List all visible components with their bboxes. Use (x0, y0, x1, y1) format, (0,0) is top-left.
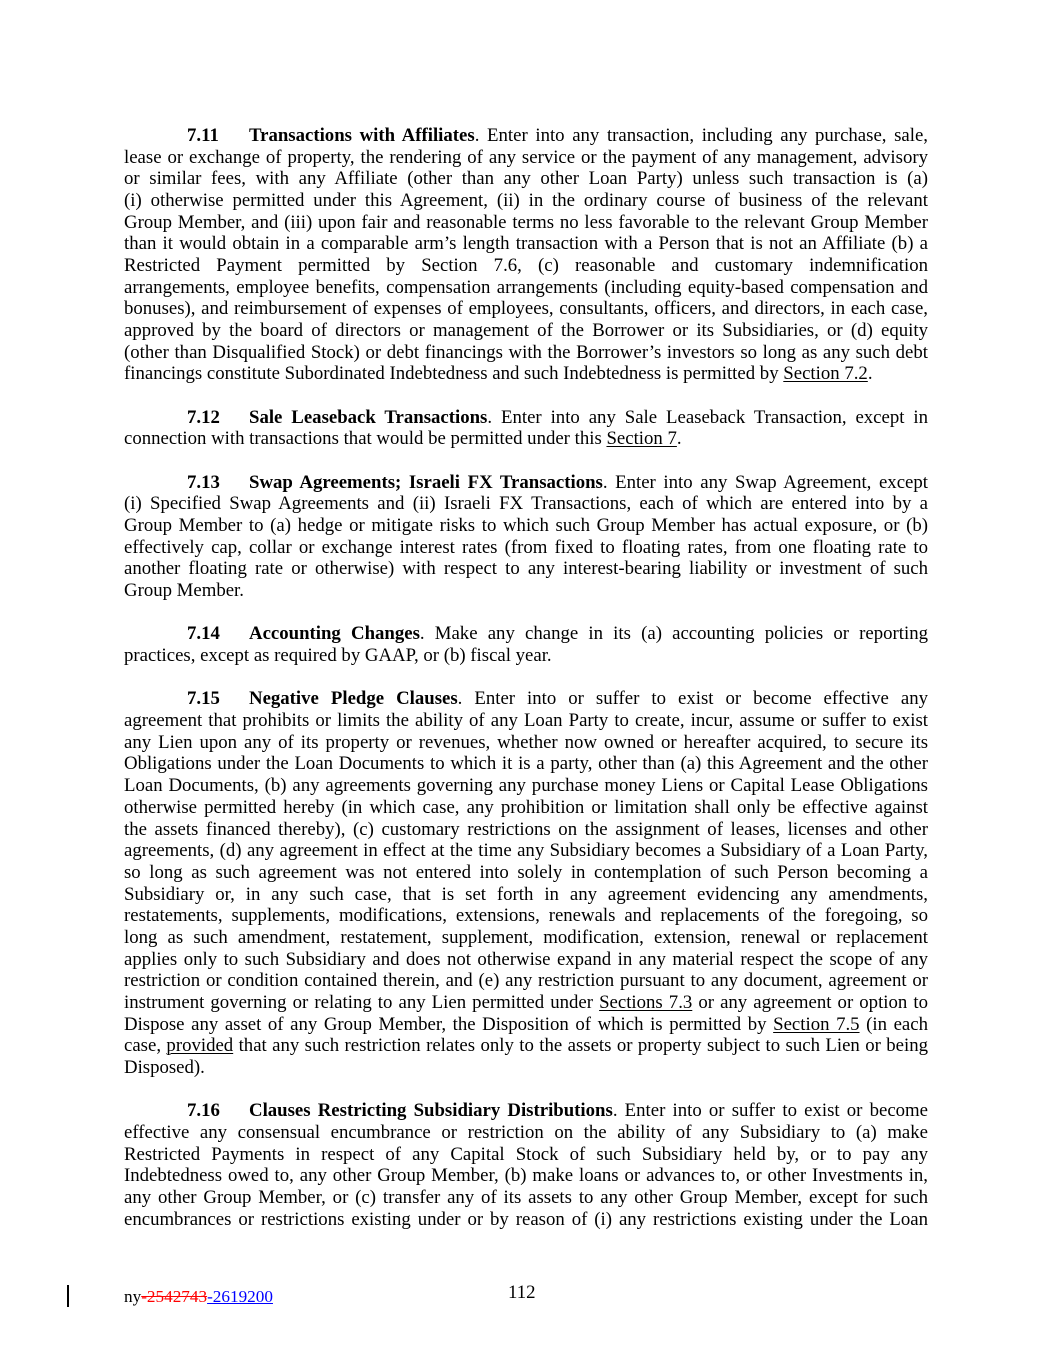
text-run: than it would obtain in a comparable arm’s length transaction with a Person that is not an Affiliate (b) a (124, 233, 928, 255)
text-line (124, 1165, 928, 1187)
section-7-16 (124, 1100, 928, 1230)
text-line (124, 320, 928, 342)
text-run: Loan Documents, (b) any agreements governing any purchase money Liens or Capital Lease Obligations (124, 775, 928, 797)
text-run: Disposed). (124, 1056, 205, 1078)
text-run: practices, except as required by GAAP, or (b) fiscal year. (124, 645, 552, 667)
text-run: . Enter into any Swap Agreement, except (602, 471, 928, 493)
section-number: 7.16 (187, 1100, 220, 1122)
text-line (124, 428, 928, 450)
text-line (124, 753, 928, 775)
text-line (124, 1122, 928, 1144)
text-line (124, 710, 928, 732)
text-run: bonuses), and reimbursement of expenses of employees, consultants, officers, and directors, in each case, (124, 298, 928, 320)
section-heading: Transactions with Affiliates (249, 125, 475, 146)
change-bar (67, 1285, 69, 1307)
document-id (124, 1286, 273, 1308)
text-run: otherwise permitted hereby (in which case, any prohibition or limitation shall only be effective against (124, 796, 928, 818)
text-run: effectively cap, collar or exchange interest rates (from fixed to floating rates, from one floating rate to (124, 536, 928, 558)
underlined-text: Section 7.5 (773, 1013, 860, 1035)
text-line (124, 1035, 928, 1057)
text-run: . (676, 428, 682, 450)
text-run: or similar fees, with any Affiliate (other than any other Loan Party) unless such transaction is (a) (124, 168, 928, 190)
text-run: (in each (859, 1013, 928, 1035)
text-run: agreements, (d) any agreement in effect at the time any Subsidiary becomes a Subsidiary of a Loan Party, (124, 840, 928, 862)
section-number: 7.14 (187, 623, 220, 645)
text-line (124, 905, 928, 927)
text-run: instrument governing or relating to any Lien permitted under (124, 991, 600, 1013)
text-run: connection with transactions that would be permitted under this (124, 428, 607, 450)
text-run: . Enter into or suffer to exist or become effective any (457, 688, 928, 710)
document-id-prefix: ny (124, 1287, 142, 1306)
text-run: (i) otherwise permitted under this Agreement, (ii) in the ordinary course of business of the relevant (124, 190, 928, 212)
section-7-14 (124, 623, 928, 666)
text-line (124, 840, 928, 862)
text-line (124, 1100, 928, 1122)
text-line (124, 233, 928, 255)
text-run: . Enter into any Sale Leaseback Transaction, except in (487, 406, 928, 428)
text-line (124, 255, 928, 277)
text-run: applies only to such Subsidiary and does not otherwise expand in any material respect the scope of any (124, 948, 928, 970)
text-run: . (867, 363, 873, 385)
text-run: lease or exchange of property, the rendering of any service or the payment of any management, advisory (124, 146, 928, 168)
text-run: any other Group Member, or (c) transfer any of its assets to any other Group Member, except for such (124, 1186, 928, 1208)
section-7-15 (124, 688, 928, 1078)
section-number: 7.11 (187, 125, 219, 146)
text-line (124, 992, 928, 1014)
text-run: effective any consensual encumbrance or restriction on the ability of any Subsidiary to (a) make (124, 1121, 928, 1143)
underlined-text: Sections 7.3 (599, 991, 693, 1013)
text-run: arrangements, employee benefits, compensation arrangements (including equity-based compensation and (124, 276, 928, 298)
text-run: Group Member, and (iii) upon fair and reasonable terms no less favorable to the relevant Group Member (124, 211, 928, 233)
text-run: . Enter into or suffer to exist or become (612, 1100, 929, 1122)
text-line (124, 493, 928, 515)
text-run: . Enter into any transaction, including any purchase, sale, (474, 125, 929, 146)
text-run: agreement that prohibits or limits the ability of any Loan Party to create, incur, assume or suffer to exist (124, 710, 928, 732)
text-line (124, 862, 928, 884)
text-line (124, 537, 928, 559)
text-run: restatements, supplements, modifications, extensions, renewals and replacements of the foregoing, so (124, 905, 928, 927)
text-line (124, 884, 928, 906)
section-7-11 (124, 125, 928, 385)
text-run: the assets financed thereby), (c) customary restrictions on the assignment of leases, licenses and other (124, 818, 928, 840)
text-line (124, 190, 928, 212)
text-line (124, 688, 928, 710)
underlined-text: Section 7.2 (783, 363, 868, 385)
text-line (124, 949, 928, 971)
text-run: long as such amendment, restatement, supplement, modification, extension, renewal or replacement (124, 926, 928, 948)
text-line (124, 732, 928, 754)
text-run: Subsidiary or, in any such case, that is set forth in any agreement evidencing any amendments, (124, 883, 928, 905)
text-line (124, 558, 928, 580)
text-line (124, 168, 928, 190)
section-heading: Clauses Restricting Subsidiary Distributions (249, 1100, 613, 1122)
text-line (124, 342, 928, 364)
text-run: Restricted Payments in respect of any Capital Stock of such Subsidiary held by, or to pay any (124, 1143, 928, 1165)
text-run: Dispose any asset of any Group Member, the Disposition of which is permitted by (124, 1013, 774, 1035)
text-run: Obligations under the Loan Documents to which it is a party, other than (a) this Agreement and the other (124, 753, 928, 775)
underlined-text: Section 7 (606, 428, 677, 450)
text-line (124, 212, 928, 234)
section-number: 7.15 (187, 688, 220, 710)
text-line (124, 298, 928, 320)
text-line (124, 277, 928, 299)
section-number: 7.13 (187, 471, 220, 493)
text-run: financings constitute Subordinated Indebtedness and such Indebtedness is permitted by (124, 363, 784, 385)
text-run: that any such restriction relates only to the assets or property subject to such Lien or being (233, 1035, 928, 1057)
document-id-deleted: -2542743 (141, 1287, 208, 1306)
text-run: . Make any change in its (a) accounting policies or reporting (419, 623, 928, 645)
text-line (124, 797, 928, 819)
text-run: Group Member. (124, 580, 244, 602)
sections-body (124, 125, 928, 1252)
text-line (124, 1014, 928, 1036)
text-run: so long as such agreement was not entered into solely in contemplation of such Person becoming a (124, 861, 928, 883)
text-line (124, 819, 928, 841)
text-line (124, 970, 928, 992)
section-heading: Sale Leaseback Transactions (249, 406, 488, 428)
text-line (124, 1187, 928, 1209)
text-line (124, 147, 928, 169)
section-heading: Swap Agreements; Israeli FX Transactions (249, 471, 603, 493)
text-run: any Lien upon any of its property or revenues, whether now owned or hereafter acquired, to secure its (124, 731, 928, 753)
text-line (124, 775, 928, 797)
text-run: (i) Specified Swap Agreements and (ii) Israeli FX Transactions, each of which are entered into by a (124, 493, 928, 515)
text-run: another floating rate or otherwise) with respect to any interest-bearing liability or investment of such (124, 558, 928, 580)
text-run: encumbrances or restrictions existing under or by reason of (i) any restrictions existing under the Loan (124, 1208, 928, 1230)
text-line (124, 623, 928, 645)
text-line (124, 363, 928, 385)
text-line (124, 1057, 928, 1079)
text-run: Group Member to (a) hedge or mitigate risks to which such Group Member has actual exposure, or (b) (124, 515, 928, 537)
section-7-12 (124, 407, 928, 450)
text-line (124, 125, 928, 147)
text-line (124, 407, 928, 429)
text-line (124, 927, 928, 949)
text-line (124, 580, 928, 602)
text-run: case, (124, 1035, 167, 1057)
section-7-13 (124, 472, 928, 602)
text-run: restriction or condition contained therein, and (e) any restriction pursuant to any document, agreement or (124, 970, 928, 992)
section-heading: Negative Pledge Clauses (249, 688, 458, 710)
text-run: approved by the board of directors or management of the Borrower or its Subsidiaries, or (d) equity (124, 320, 928, 342)
text-line (124, 515, 928, 537)
text-line (124, 1144, 928, 1166)
text-run: Restricted Payment permitted by Section 7.6, (c) reasonable and customary indemnification (124, 255, 928, 277)
text-line (124, 472, 928, 494)
text-run: (other than Disqualified Stock) or debt financings with the Borrower’s investors so long as any such debt (124, 341, 928, 363)
underlined-text: provided (166, 1035, 234, 1057)
text-line (124, 1209, 928, 1231)
document-id-inserted: -2619200 (207, 1287, 273, 1306)
text-run: or any agreement or option to (692, 991, 928, 1013)
section-number: 7.12 (187, 406, 220, 428)
text-line (124, 645, 928, 667)
page-number: 112 (508, 1282, 536, 1303)
section-heading: Accounting Changes (249, 623, 420, 645)
text-run: Indebtedness owed to, any other Group Member, (b) make loans or advances to, or other Investments in, (124, 1165, 928, 1187)
